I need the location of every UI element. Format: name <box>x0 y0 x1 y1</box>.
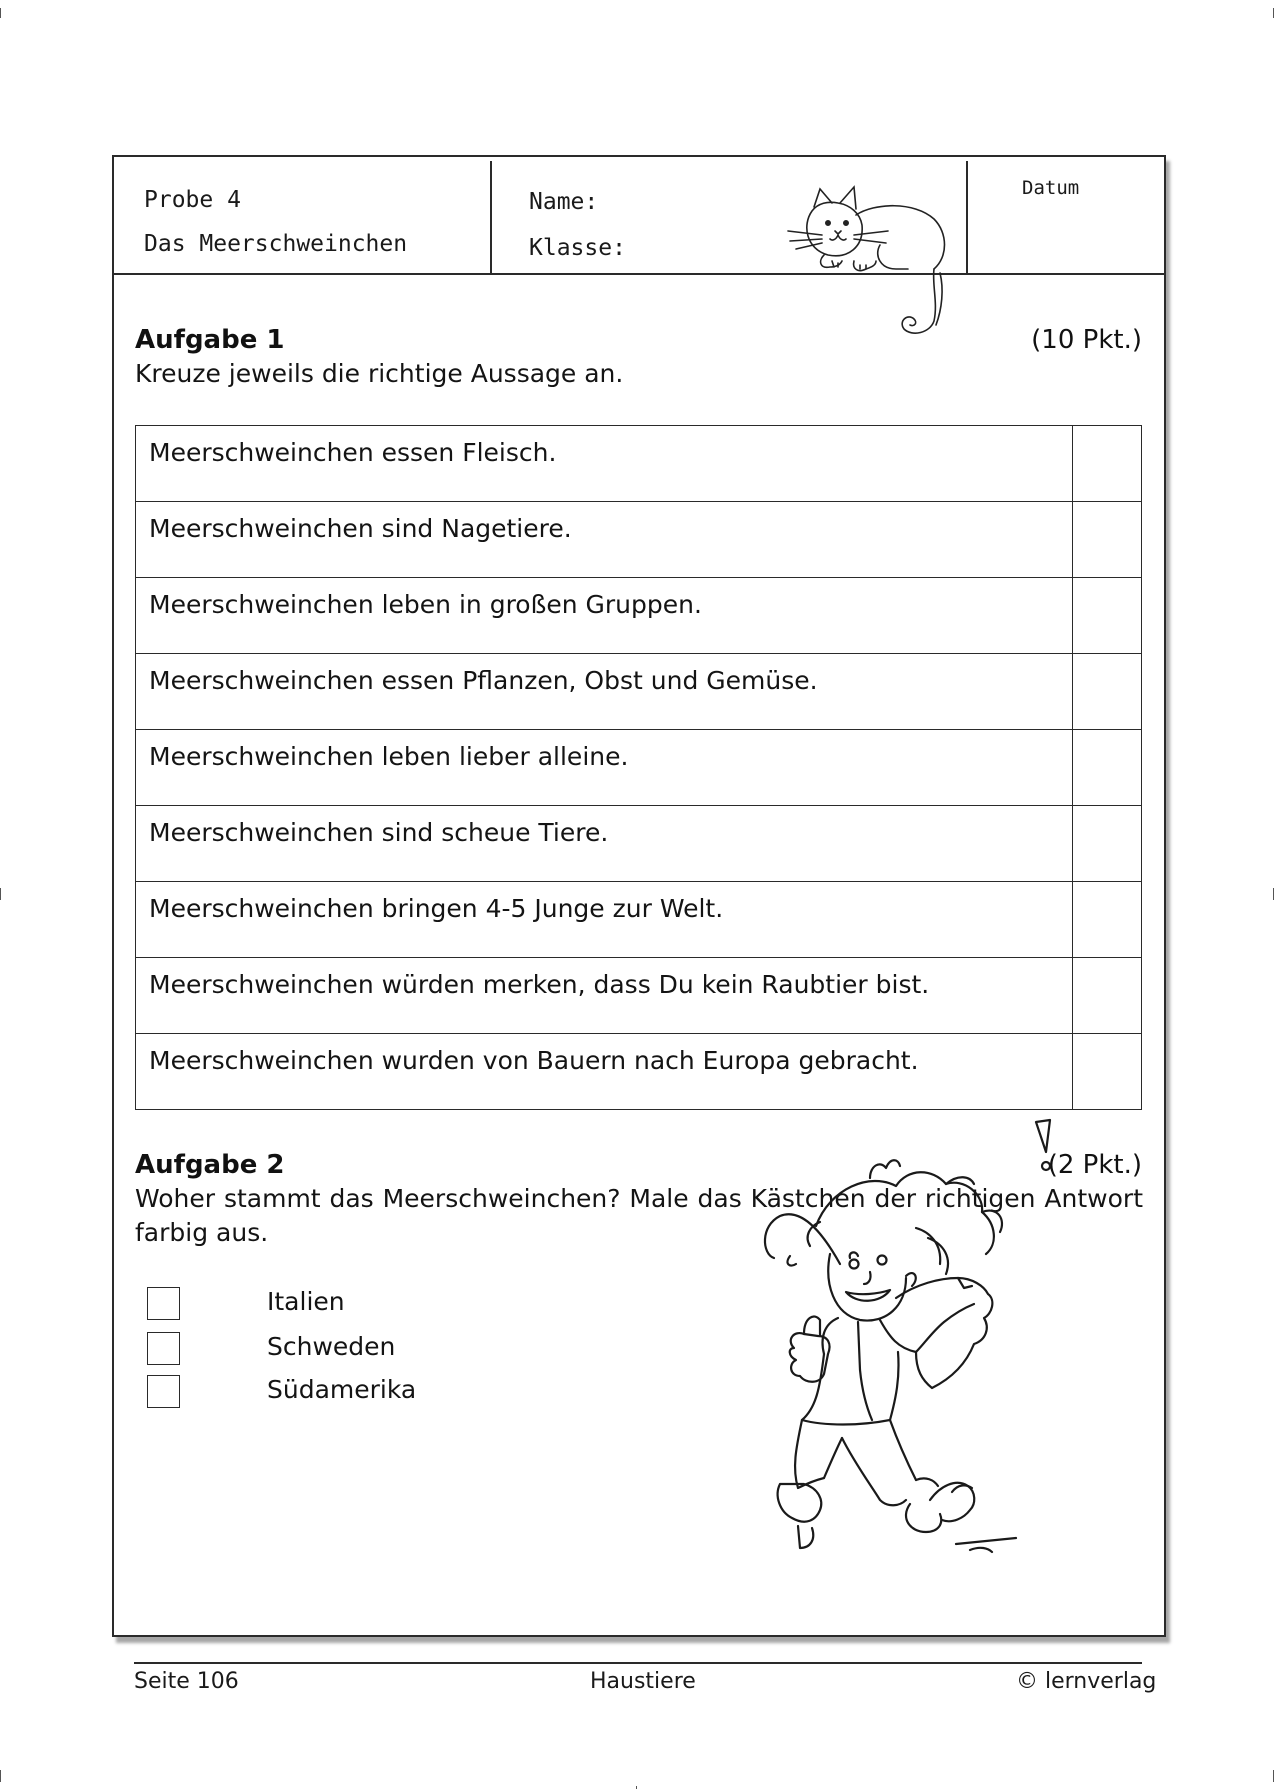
crop-mark <box>1273 1770 1274 1782</box>
cat-illustration-icon <box>784 185 984 345</box>
footer-page: Seite 106 <box>134 1669 239 1694</box>
checkbox-cell[interactable] <box>1073 882 1142 958</box>
footer-publisher: © lernverlag <box>1016 1669 1157 1694</box>
worksheet-header <box>114 157 1164 275</box>
answer-checkbox[interactable] <box>147 1375 180 1408</box>
statement-row <box>136 426 1142 502</box>
task1-title: Aufgabe 1 <box>135 325 285 355</box>
name-label: Name: <box>529 189 599 215</box>
statement-text: Meerschweinchen essen Fleisch. <box>149 438 557 467</box>
statement-row <box>136 654 1142 730</box>
checkbox-cell[interactable] <box>1073 806 1142 882</box>
checkbox-cell[interactable] <box>1073 502 1142 578</box>
task1-instruction: Kreuze jeweils die richtige Aussage an. <box>135 359 624 388</box>
crop-mark <box>1273 888 1274 900</box>
statement-text: Meerschweinchen leben in großen Gruppen. <box>149 590 702 619</box>
task2-instruction-line1: Woher stammt das Meerschweinchen? Male das Kästchen der richtigen Antwort <box>135 1184 1143 1213</box>
statement-text: Meerschweinchen würden merken, dass Du kein Raubtier bist. <box>149 970 930 999</box>
statement-row <box>136 1034 1142 1110</box>
answer-checkbox[interactable] <box>147 1332 180 1365</box>
statement-row <box>136 882 1142 958</box>
crop-mark <box>0 888 1 900</box>
statement-row <box>136 958 1142 1034</box>
date-label: Datum <box>1022 177 1080 199</box>
class-label: Klasse: <box>529 235 626 261</box>
statement-row <box>136 578 1142 654</box>
statement-text: Meerschweinchen essen Pflanzen, Obst und Gemüse. <box>149 666 818 695</box>
task2-instruction-line2: farbig aus. <box>135 1218 269 1247</box>
footer-chapter: Haustiere <box>590 1669 696 1694</box>
statement-text: Meerschweinchen wurden von Bauern nach Europa gebracht. <box>149 1046 919 1075</box>
statement-text: Meerschweinchen bringen 4-5 Junge zur Welt. <box>149 894 724 923</box>
crop-mark <box>0 1770 1 1782</box>
task1-points: (10 Pkt.) <box>1031 325 1142 355</box>
test-topic: Das Meerschweinchen <box>144 231 408 257</box>
statement-text: Meerschweinchen leben lieber alleine. <box>149 742 629 771</box>
checkbox-cell[interactable] <box>1073 426 1142 502</box>
checkbox-cell[interactable] <box>1073 578 1142 654</box>
header-divider <box>490 161 492 273</box>
statement-text: Meerschweinchen sind scheue Tiere. <box>149 818 609 847</box>
statement-row <box>136 806 1142 882</box>
statement-row <box>136 502 1142 578</box>
task2-title: Aufgabe 2 <box>135 1150 285 1180</box>
answer-label: Schweden <box>267 1332 396 1361</box>
checkbox-cell[interactable] <box>1073 958 1142 1034</box>
footer-rule <box>134 1662 1142 1664</box>
crop-mark <box>0 8 1 18</box>
checkbox-cell[interactable] <box>1073 730 1142 806</box>
checkbox-cell[interactable] <box>1073 1034 1142 1110</box>
test-number: Probe 4 <box>144 187 241 213</box>
crop-mark <box>1273 8 1274 18</box>
task2-points: (2 Pkt.) <box>1047 1150 1142 1180</box>
answer-label: Südamerika <box>267 1375 417 1404</box>
girl-illustration-icon <box>720 1108 1150 1648</box>
statement-text: Meerschweinchen sind Nagetiere. <box>149 514 572 543</box>
checkbox-cell[interactable] <box>1073 654 1142 730</box>
statement-row <box>136 730 1142 806</box>
answer-label: Italien <box>267 1287 345 1316</box>
answer-checkbox[interactable] <box>147 1287 180 1320</box>
statements-table <box>135 425 1142 1110</box>
